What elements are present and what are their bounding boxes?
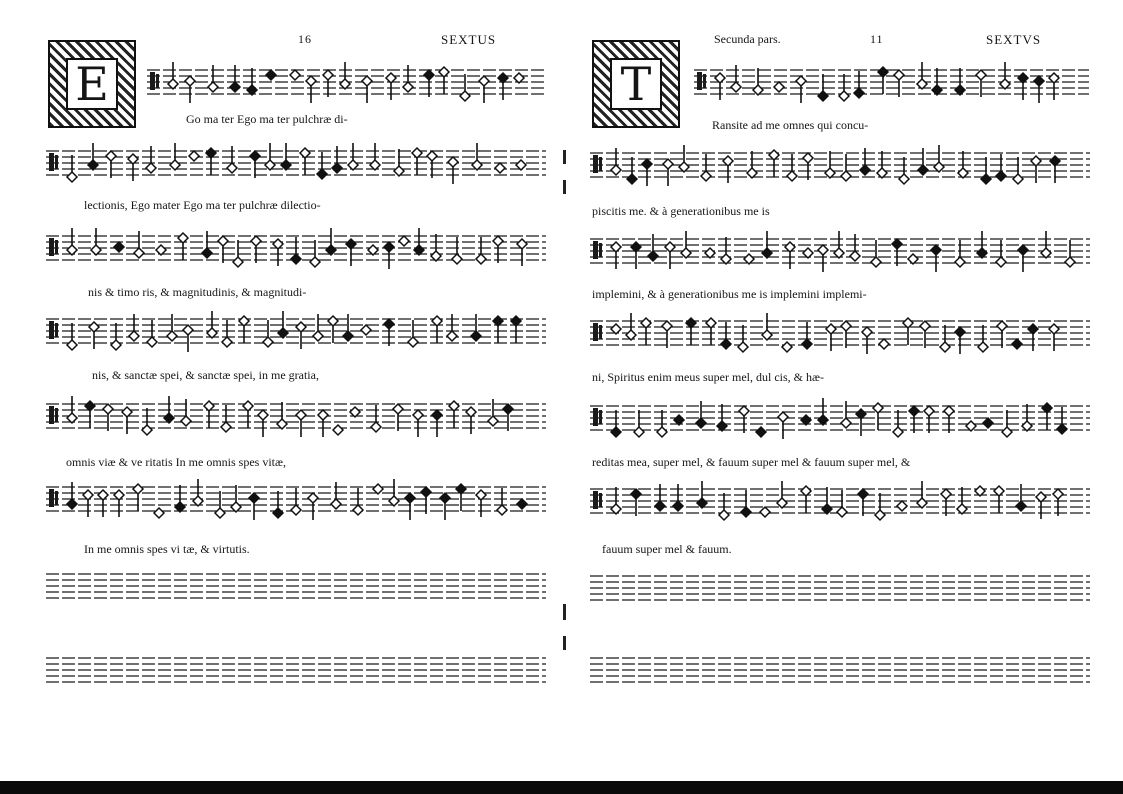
empty-staff-left-2 xyxy=(46,650,546,690)
staff-right-5 xyxy=(590,398,1090,438)
decorated-initial-right xyxy=(592,40,680,128)
staff-left-4 xyxy=(46,311,546,351)
empty-staff-right-1 xyxy=(590,568,1090,608)
staff-left-1 xyxy=(147,62,547,102)
staff-left-3 xyxy=(46,228,546,268)
staff-left-5 xyxy=(46,396,546,436)
staff-right-2 xyxy=(590,145,1090,185)
voice-label-left: SEXTUS xyxy=(441,32,497,47)
lyrics-right-1: Ransite ad me omnes qui concu- xyxy=(712,118,869,132)
initial-letter-right: T xyxy=(620,57,652,111)
empty-staff-right-2 xyxy=(590,650,1090,690)
lyrics-left-1: Go ma ter Ego ma ter pulchræ di- xyxy=(186,112,348,126)
section-title: Secunda pars. xyxy=(714,32,781,46)
lyrics-left-4: nis, & sanctæ spei, & sanctæ spei, in me gratia, xyxy=(92,368,319,382)
right-page xyxy=(562,0,1123,780)
lyrics-right-6: fauum super mel & fauum. xyxy=(602,542,732,556)
lyrics-right-2: piscitis me. & à generationibus me is xyxy=(592,204,770,218)
lyrics-right-3: implemini, & à generationibus me is implemini implemi- xyxy=(592,287,867,301)
lyrics-left-5: omnis viæ & ve ritatis In me omnis spes vitæ, xyxy=(66,455,286,469)
staff-right-4 xyxy=(590,313,1090,353)
scan-bottom-edge xyxy=(0,781,1123,794)
staff-right-6 xyxy=(590,481,1090,521)
page-number-left: 16 xyxy=(298,32,312,46)
staff-left-6 xyxy=(46,479,546,519)
empty-staff-left-1 xyxy=(46,566,546,606)
voice-label-right: SEXTVS xyxy=(986,32,1042,47)
lyrics-left-6: In me omnis spes vi tæ, & virtutis. xyxy=(84,542,250,556)
lyrics-left-2: lectionis, Ego mater Ego ma ter pulchræ dilectio- xyxy=(84,198,321,212)
lyrics-right-5: reditas mea, super mel, & fauum super mel & fauum super mel, & xyxy=(592,455,911,469)
staff-right-1 xyxy=(694,62,1089,102)
lyrics-left-3: nis & timo ris, & magnitudinis, & magnitudi- xyxy=(88,285,307,299)
staff-left-2 xyxy=(46,143,546,183)
staff-right-3 xyxy=(590,231,1090,271)
page-number-right: 11 xyxy=(870,32,884,46)
lyrics-right-4: ni, Spiritus enim meus super mel, dul cis, & hæ- xyxy=(592,370,824,384)
left-page xyxy=(0,0,560,780)
initial-letter-left: E xyxy=(75,57,109,111)
decorated-initial-left xyxy=(48,40,136,128)
